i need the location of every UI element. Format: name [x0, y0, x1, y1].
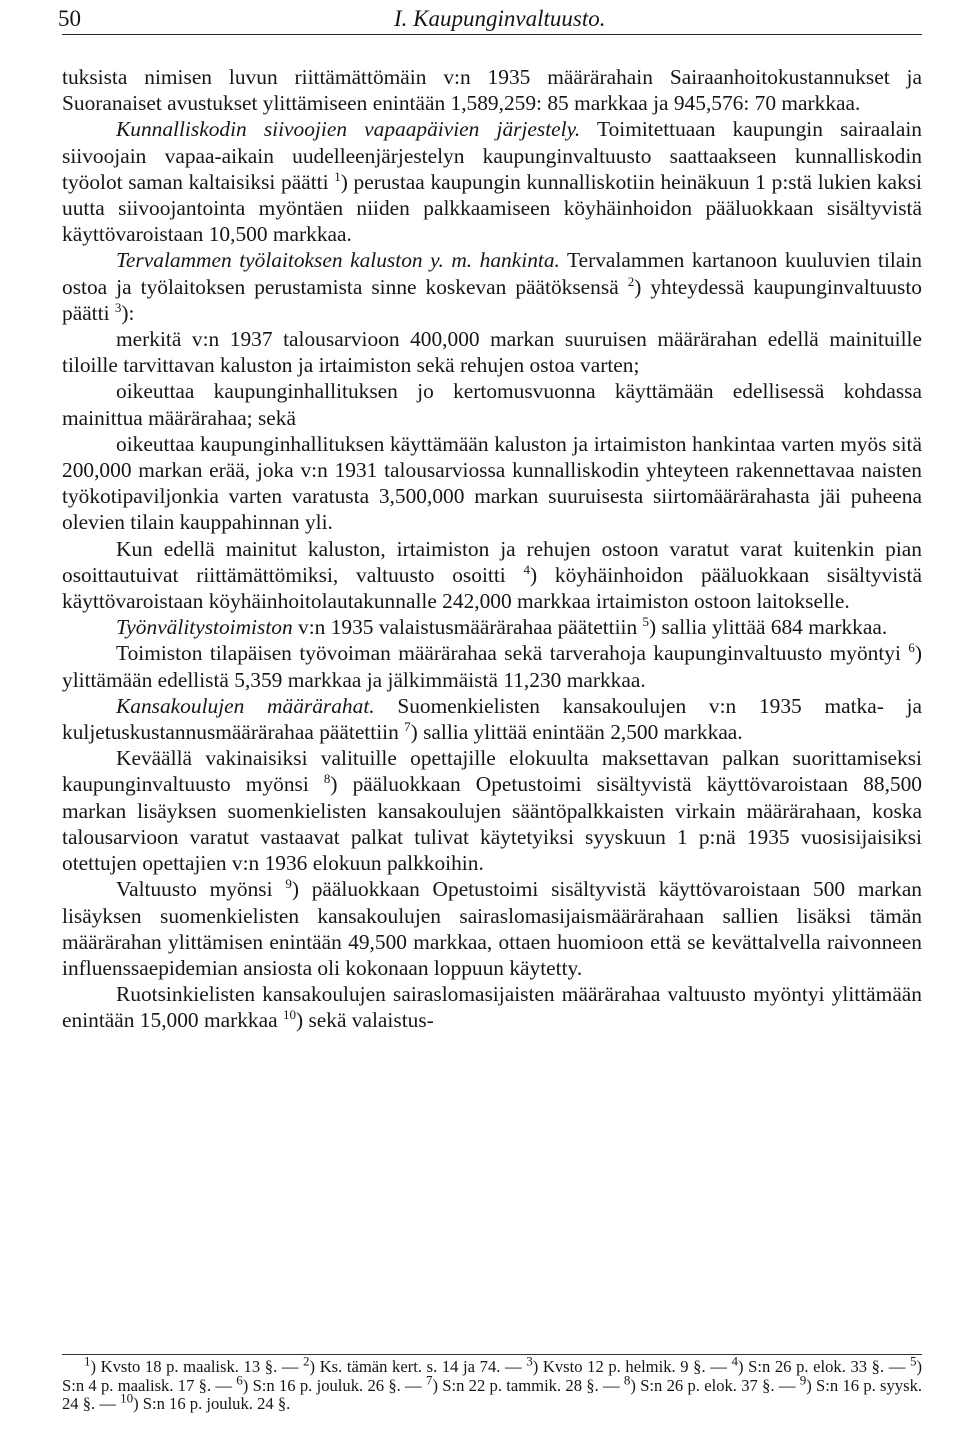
- text-run: ) sekä valaistus-: [295, 1008, 434, 1033]
- paragraph-decision-1: [62, 326, 922, 378]
- text-run: tuksista nimisen luvun riittämättömäin v:n 1935 määrärahain Sairaanhoitokustannukset ja Suoranaiset avustukset ylittämiseen enintään 1,589,259: 85 markkaa ja 945,576: 70 markkaa.: [62, 65, 922, 116]
- text-run: ) S:n 26 p. elok. 33 §. —: [737, 1357, 910, 1376]
- text-run: ) Kvsto 18 p. maalisk. 13 §. —: [90, 1357, 304, 1376]
- text-run: ) Ks. tämän kert. s. 14 ja 74. —: [309, 1357, 527, 1376]
- text-run: Kun edellä mainitut kaluston, irtaimiston ja rehujen ostoon varatut varat kuitenkin pian osoittautuivat riittämättömiksi, valtuusto osoitti: [62, 536, 922, 587]
- text-run: ) S:n 4 p. maalisk. 17 §. —: [62, 1357, 922, 1395]
- paragraph-kunnalliskoti-cleaners: [62, 116, 922, 247]
- footnote-ref: 7: [425, 1372, 433, 1388]
- text-run: ) köyhäinhoidon pääluokkaan sisältyvistä käyttövaroistaan köyhäinhoitolautakunnalle 242,000 markkaa irtaimiston ostoon laitokselle.: [62, 562, 922, 614]
- text-run: Valtuusto myönsi: [116, 877, 286, 902]
- text-run: ) yhteydessä kaupunginvaltuusto päätti: [62, 274, 922, 325]
- text-run: ) S:n 16 p. jouluk. 26 §. —: [242, 1375, 426, 1395]
- footnote-ref: 5: [909, 1353, 917, 1369]
- text-run: Tervalammen kartanoon kuuluvien tilain ostoa ja työlaitoksen perustamista sinne koskevan päätöksensä: [62, 248, 922, 299]
- text-run: ) ylittämään edellistä 5,359 markkaa ja jälkimmäistä 11,230 markkaa.: [62, 641, 922, 692]
- paragraph-continuation: [62, 64, 922, 116]
- text-run: Toimiston tilapäisen työvoiman määrärahaa sekä tarverahoja kaupunginvaltuusto myöntyi: [116, 641, 909, 666]
- paragraph-sick-leave-substitutes: [62, 876, 922, 981]
- footnote-ref: 1: [84, 1353, 91, 1369]
- footnote-ref: 8: [323, 771, 331, 787]
- paragraph-teacher-salaries: [62, 745, 922, 876]
- running-title: I. Kaupunginvaltuusto.: [394, 6, 606, 31]
- section-heading: Tervalammen työlaitoksen kaluston y. m. hankinta.: [116, 248, 560, 273]
- footnote-ref: 9: [285, 876, 292, 892]
- footnote-ref: 4: [731, 1353, 738, 1369]
- text-run: Suomenkielisten kansakoulujen v:n 1935 matka- ja kuljetuskustannusmäärärahaa päätettiin: [62, 693, 922, 745]
- page-number: 50: [58, 6, 81, 31]
- text-run: Keväällä vakinaisiksi valituille opettajille elokuulta maksettavan palkan suorittamiseksi kaupunginvaltuusto myönsi: [62, 746, 922, 797]
- footnote-ref: 8: [623, 1372, 631, 1388]
- text-run: ) Kvsto 12 p. helmik. 9 §. —: [532, 1357, 732, 1376]
- text-run: ):: [121, 300, 135, 325]
- text-run: ) S:n 22 p. tammik. 28 §. —: [432, 1375, 624, 1395]
- text-run: oikeuttaa kaupunginhallituksen käyttämään kaluston ja irtaimiston hankintaa varten myös sitä 200,000 markan erää, joka v:n 1931 talousarviossa kunnalliskodin yhteyteen rakennettavaa naisten työkotipaviljonkia varten varatusta 3,500,000 markan suuruisesta siirtomäärärahasta jäi puheena olevien tilain kauppahinnan yli.: [62, 431, 922, 535]
- paragraph-school-appropriations: [62, 693, 922, 745]
- text-run: ) perustaa kaupungin kunnalliskotiin heinäkuun 1 p:stä lukien kaksi uutta siivoojantointa myöntäen niiden palkkaamiseen köyhäinhoidon pääluokkaan sisältyvistä käyttövaroistaan 10,500 markkaa.: [62, 169, 923, 247]
- text-run: Toimitettuaan kaupungin sairaalain siivoojain vapaa-aikain uudelleenjärjestelyn kaupunginvaltuusto saattaakseen kunnalliskodin työolot saman kaltaisiksi päätti: [62, 117, 922, 194]
- text-run: ) sallia ylittää enintään 2,500 markkaa.: [410, 720, 743, 745]
- text-run: v:n 1935 valaistusmäärärahaa päätettiin: [292, 615, 643, 640]
- text-run: Ruotsinkielisten kansakoulujen sairaslomasijaisten määrärahaa valtuusto myöntyi ylittämään enintään 15,000 markkaa: [62, 982, 922, 1033]
- footnote-ref: 3: [526, 1353, 533, 1369]
- footnote-ref: 7: [404, 718, 411, 734]
- footnote-ref: 9: [799, 1372, 807, 1388]
- paragraph-swedish-schools: [62, 981, 922, 1033]
- text-run: ) pääluokkaan Opetustoimi sisältyvistä käyttövaroistaan 500 markan lisäyksen suomenkielisten kansakoulujen sairaslomasijaismäärärahaan sallien lisäksi tämän määrärahan ylittämisen enintään 49,500 markkaa, ottaen huomioon että se kevättalvella raivonneen influenssaepidemian ansiosta oli kokonaan loppuun käytetty.: [62, 877, 923, 980]
- footnote-ref: 5: [642, 614, 650, 630]
- text-run: ) pääluokkaan Opetustoimi sisältyvistä käyttövaroistaan 88,500 markan lisäyksen suomenkielisten kansakoulujen sääntöpalkkaisten virkain määrärahaan, koska talousarvioon varatut vastaavat palkat tulivat käytetyiksi syyskuun 1 p:nä 1935 vuosisijaisiksi otettujen opettajien v:n 1936 elokuun palkkoihin.: [62, 772, 923, 876]
- section-heading: Kansakoulujen määrärahat.: [116, 693, 375, 718]
- paragraph-decision-3: [62, 431, 922, 536]
- footnote-ref: 6: [236, 1372, 243, 1388]
- text-run: merkitä v:n 1937 talousarvioon 400,000 markan suuruisen määrärahan edellä mainituille tiloille tarvittavan kaluston ja irtaimiston sekä rehujen ostoa varten;: [62, 327, 922, 378]
- footnote-ref: 10: [120, 1390, 134, 1406]
- text-run: ) S:n 16 p. syysk. 24 §. —: [62, 1375, 923, 1414]
- footnote-ref: 2: [627, 273, 635, 289]
- footnote-ref: 4: [523, 561, 531, 577]
- section-heading: Työnvälitystoimiston: [116, 615, 293, 640]
- footnote-ref: 6: [908, 640, 915, 656]
- footnote-ref: 3: [114, 299, 122, 315]
- text-run: ) S:n 26 p. elok. 37 §. —: [630, 1375, 800, 1395]
- paragraph-office-temp-labour: [62, 640, 922, 692]
- page-header: [58, 4, 922, 35]
- text-run: ) sallia ylittää 684 markkaa.: [649, 615, 888, 640]
- footnote-ref: 1: [334, 168, 341, 184]
- section-heading: Kunnalliskodin siivoojien vapaapäivien järjestely.: [116, 117, 581, 142]
- footnotes: [62, 1354, 922, 1430]
- footnote-ref: 2: [303, 1353, 310, 1369]
- text-run: oikeuttaa kaupunginhallituksen jo kertomusvuonna käyttämään edellisessä kohdassa mainittua määrärahaa; sekä: [62, 379, 922, 430]
- paragraph-decision-2: [62, 378, 922, 430]
- body-text: [62, 64, 922, 1034]
- footnote-ref: 10: [282, 1007, 296, 1023]
- paragraph-employment-office: [62, 614, 922, 640]
- paragraph-furniture-funds: [62, 536, 922, 615]
- paragraph-tervalampi-heading: [62, 247, 922, 326]
- footnote-text: [62, 1353, 923, 1414]
- text-run: ) S:n 16 p. jouluk. 24 §.: [133, 1394, 291, 1414]
